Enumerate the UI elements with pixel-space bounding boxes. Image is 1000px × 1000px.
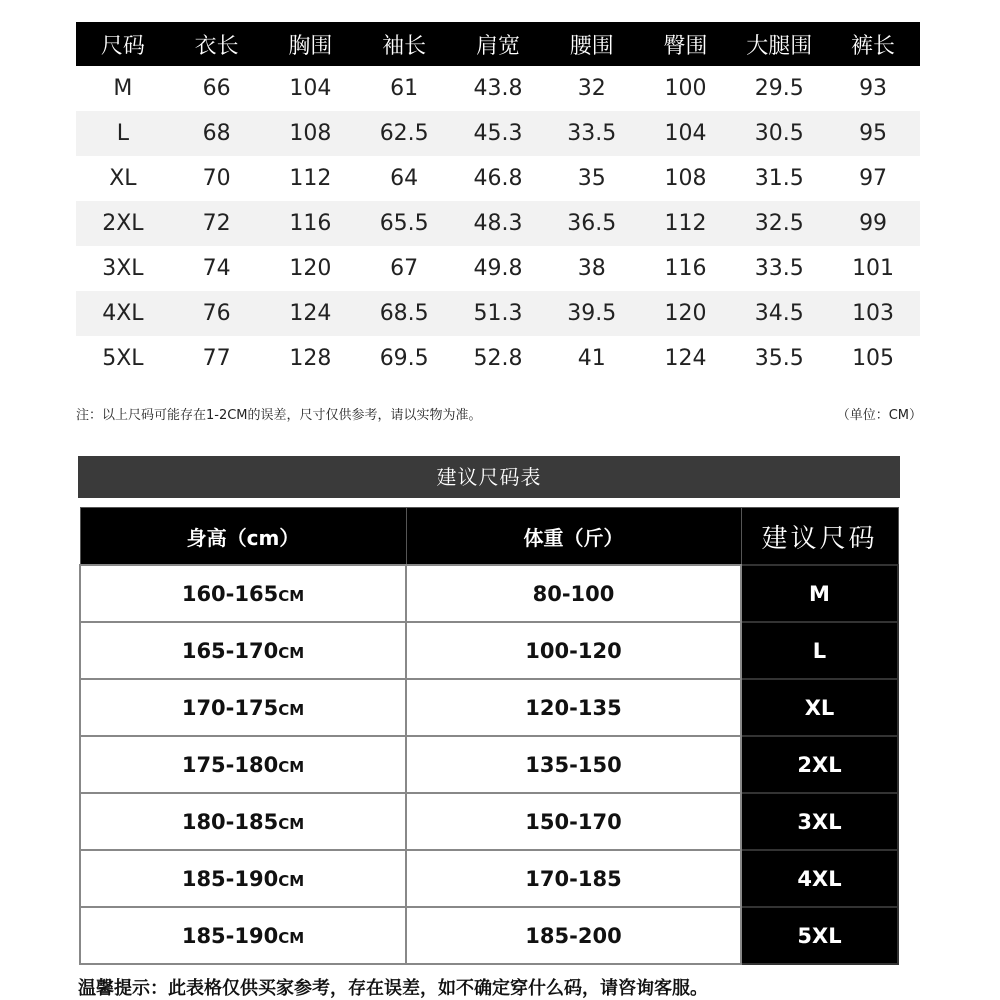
header-sleeve: 袖长	[357, 22, 451, 66]
size-cell: 36.5	[545, 201, 639, 246]
size-cell: 5XL	[102, 346, 144, 371]
size-cell: 112	[639, 201, 733, 246]
recommended-size-cell: 5XL	[741, 907, 898, 964]
recommend-row	[80, 736, 898, 793]
unit-note: （单位：CM）	[836, 408, 922, 423]
recommend-header-row	[80, 508, 898, 566]
height-cell	[80, 622, 406, 679]
recommend-row	[80, 565, 898, 622]
height-value: 180-185	[181, 809, 279, 834]
size-cell: 99	[826, 201, 920, 246]
header-recommended-size: 建议尺码	[741, 508, 898, 566]
header-shoulder: 肩宽	[451, 22, 545, 66]
recommend-row	[80, 907, 898, 964]
weight-cell: 135-150	[406, 736, 741, 793]
recommend-title: 建议尺码表	[78, 456, 900, 498]
height-cell	[80, 679, 406, 736]
size-cell: 39.5	[545, 291, 639, 336]
size-row	[76, 291, 920, 336]
size-cell: 3XL	[102, 256, 144, 281]
size-row	[76, 66, 920, 111]
size-cell: 105	[852, 346, 895, 371]
recommend-row	[80, 679, 898, 736]
size-cell: 68.5	[357, 291, 451, 336]
size-cell: 4XL	[76, 291, 170, 336]
weight-cell: 170-185	[406, 850, 741, 907]
recommended-size-cell: 2XL	[741, 736, 898, 793]
size-cell: M	[113, 76, 133, 101]
size-chart-header-row	[76, 22, 920, 66]
size-cell: 33.5	[754, 256, 804, 281]
recommended-size-cell: L	[741, 622, 898, 679]
height-value: 160-165	[181, 581, 279, 606]
height-value: 185-190	[181, 923, 279, 948]
weight-cell: 185-200	[406, 907, 741, 964]
height-value: 185-190	[181, 866, 279, 891]
size-cell: 45.3	[451, 111, 545, 156]
header-thigh: 大腿围	[732, 22, 826, 66]
height-unit: CM	[278, 757, 305, 776]
recommended-size-cell: 3XL	[741, 793, 898, 850]
size-cell: 74	[202, 256, 231, 281]
size-cell: 52.8	[473, 346, 523, 371]
recommend-table	[79, 507, 899, 965]
height-unit: CM	[278, 643, 305, 662]
size-cell: 100	[664, 76, 707, 101]
header-size: 尺码	[76, 22, 170, 66]
header-chest: 胸围	[264, 22, 358, 66]
recommended-size-cell: M	[741, 565, 898, 622]
size-cell: 120	[639, 291, 733, 336]
height-unit: CM	[278, 700, 305, 719]
height-unit: CM	[278, 586, 305, 605]
size-cell: 97	[859, 166, 888, 191]
size-cell: 124	[664, 346, 707, 371]
height-cell	[80, 565, 406, 622]
size-row	[76, 336, 920, 381]
size-row	[76, 156, 920, 201]
header-hip: 臀围	[639, 22, 733, 66]
size-cell: 51.3	[451, 291, 545, 336]
height-unit: CM	[278, 871, 305, 890]
size-row	[76, 201, 920, 246]
size-chart-table	[76, 22, 920, 381]
size-row	[76, 246, 920, 291]
size-cell: 48.3	[451, 201, 545, 246]
size-cell: 95	[826, 111, 920, 156]
header-length: 衣长	[170, 22, 264, 66]
size-cell: 68	[170, 111, 264, 156]
size-cell: 128	[289, 346, 332, 371]
recommend-row	[80, 850, 898, 907]
size-cell: 49.8	[473, 256, 523, 281]
header-pants-length: 裤长	[826, 22, 920, 66]
size-cell: 35	[577, 166, 606, 191]
size-cell: 2XL	[76, 201, 170, 246]
size-cell: 124	[264, 291, 358, 336]
size-cell: 35.5	[754, 346, 804, 371]
size-cell: 116	[664, 256, 707, 281]
height-cell	[80, 850, 406, 907]
size-cell: 65.5	[357, 201, 451, 246]
size-cell: 32.5	[732, 201, 826, 246]
size-cell: 34.5	[732, 291, 826, 336]
height-unit: CM	[278, 928, 305, 947]
recommend-row	[80, 622, 898, 679]
height-value: 165-170	[181, 638, 279, 663]
size-cell: 104	[289, 76, 332, 101]
size-cell: 93	[859, 76, 888, 101]
size-cell: 120	[289, 256, 332, 281]
size-cell: 69.5	[379, 346, 429, 371]
height-cell	[80, 736, 406, 793]
height-value: 170-175	[181, 695, 279, 720]
size-cell: 62.5	[357, 111, 451, 156]
weight-cell: 100-120	[406, 622, 741, 679]
size-note: 注：以上尺码可能存在1-2CM的误差，尺寸仅供参考，请以实物为准。	[76, 408, 482, 423]
size-cell: 38	[577, 256, 606, 281]
size-cell: XL	[109, 166, 137, 191]
warm-tip: 温馨提示：此表格仅供买家参考，存在误差，如不确定穿什么码，请咨询客服。	[78, 978, 708, 999]
size-cell: 76	[170, 291, 264, 336]
size-cell: 32	[577, 76, 606, 101]
size-cell: 108	[664, 166, 707, 191]
weight-cell: 150-170	[406, 793, 741, 850]
size-cell: L	[76, 111, 170, 156]
size-cell: 70	[202, 166, 231, 191]
size-cell: 33.5	[545, 111, 639, 156]
recommended-size-cell: XL	[741, 679, 898, 736]
height-value: 175-180	[181, 752, 279, 777]
height-unit: CM	[278, 814, 305, 833]
weight-cell: 120-135	[406, 679, 741, 736]
size-cell: 43.8	[473, 76, 523, 101]
header-weight: 体重（斤）	[406, 508, 741, 566]
size-cell: 77	[202, 346, 231, 371]
size-cell: 46.8	[473, 166, 523, 191]
header-waist: 腰围	[545, 22, 639, 66]
size-cell: 61	[390, 76, 419, 101]
size-cell: 67	[390, 256, 419, 281]
weight-cell: 80-100	[406, 565, 741, 622]
size-cell: 30.5	[732, 111, 826, 156]
size-cell: 112	[289, 166, 332, 191]
size-cell: 66	[202, 76, 231, 101]
size-cell: 41	[577, 346, 606, 371]
height-cell	[80, 793, 406, 850]
size-row	[76, 111, 920, 156]
size-cell: 64	[390, 166, 419, 191]
size-cell: 116	[264, 201, 358, 246]
height-cell	[80, 907, 406, 964]
size-cell: 103	[826, 291, 920, 336]
size-cell: 104	[639, 111, 733, 156]
recommended-size-cell: 4XL	[741, 850, 898, 907]
size-cell: 31.5	[754, 166, 804, 191]
header-height: 身高（cm）	[80, 508, 406, 566]
size-cell: 29.5	[754, 76, 804, 101]
size-cell: 108	[264, 111, 358, 156]
size-cell: 101	[852, 256, 895, 281]
size-cell: 72	[170, 201, 264, 246]
recommend-row	[80, 793, 898, 850]
